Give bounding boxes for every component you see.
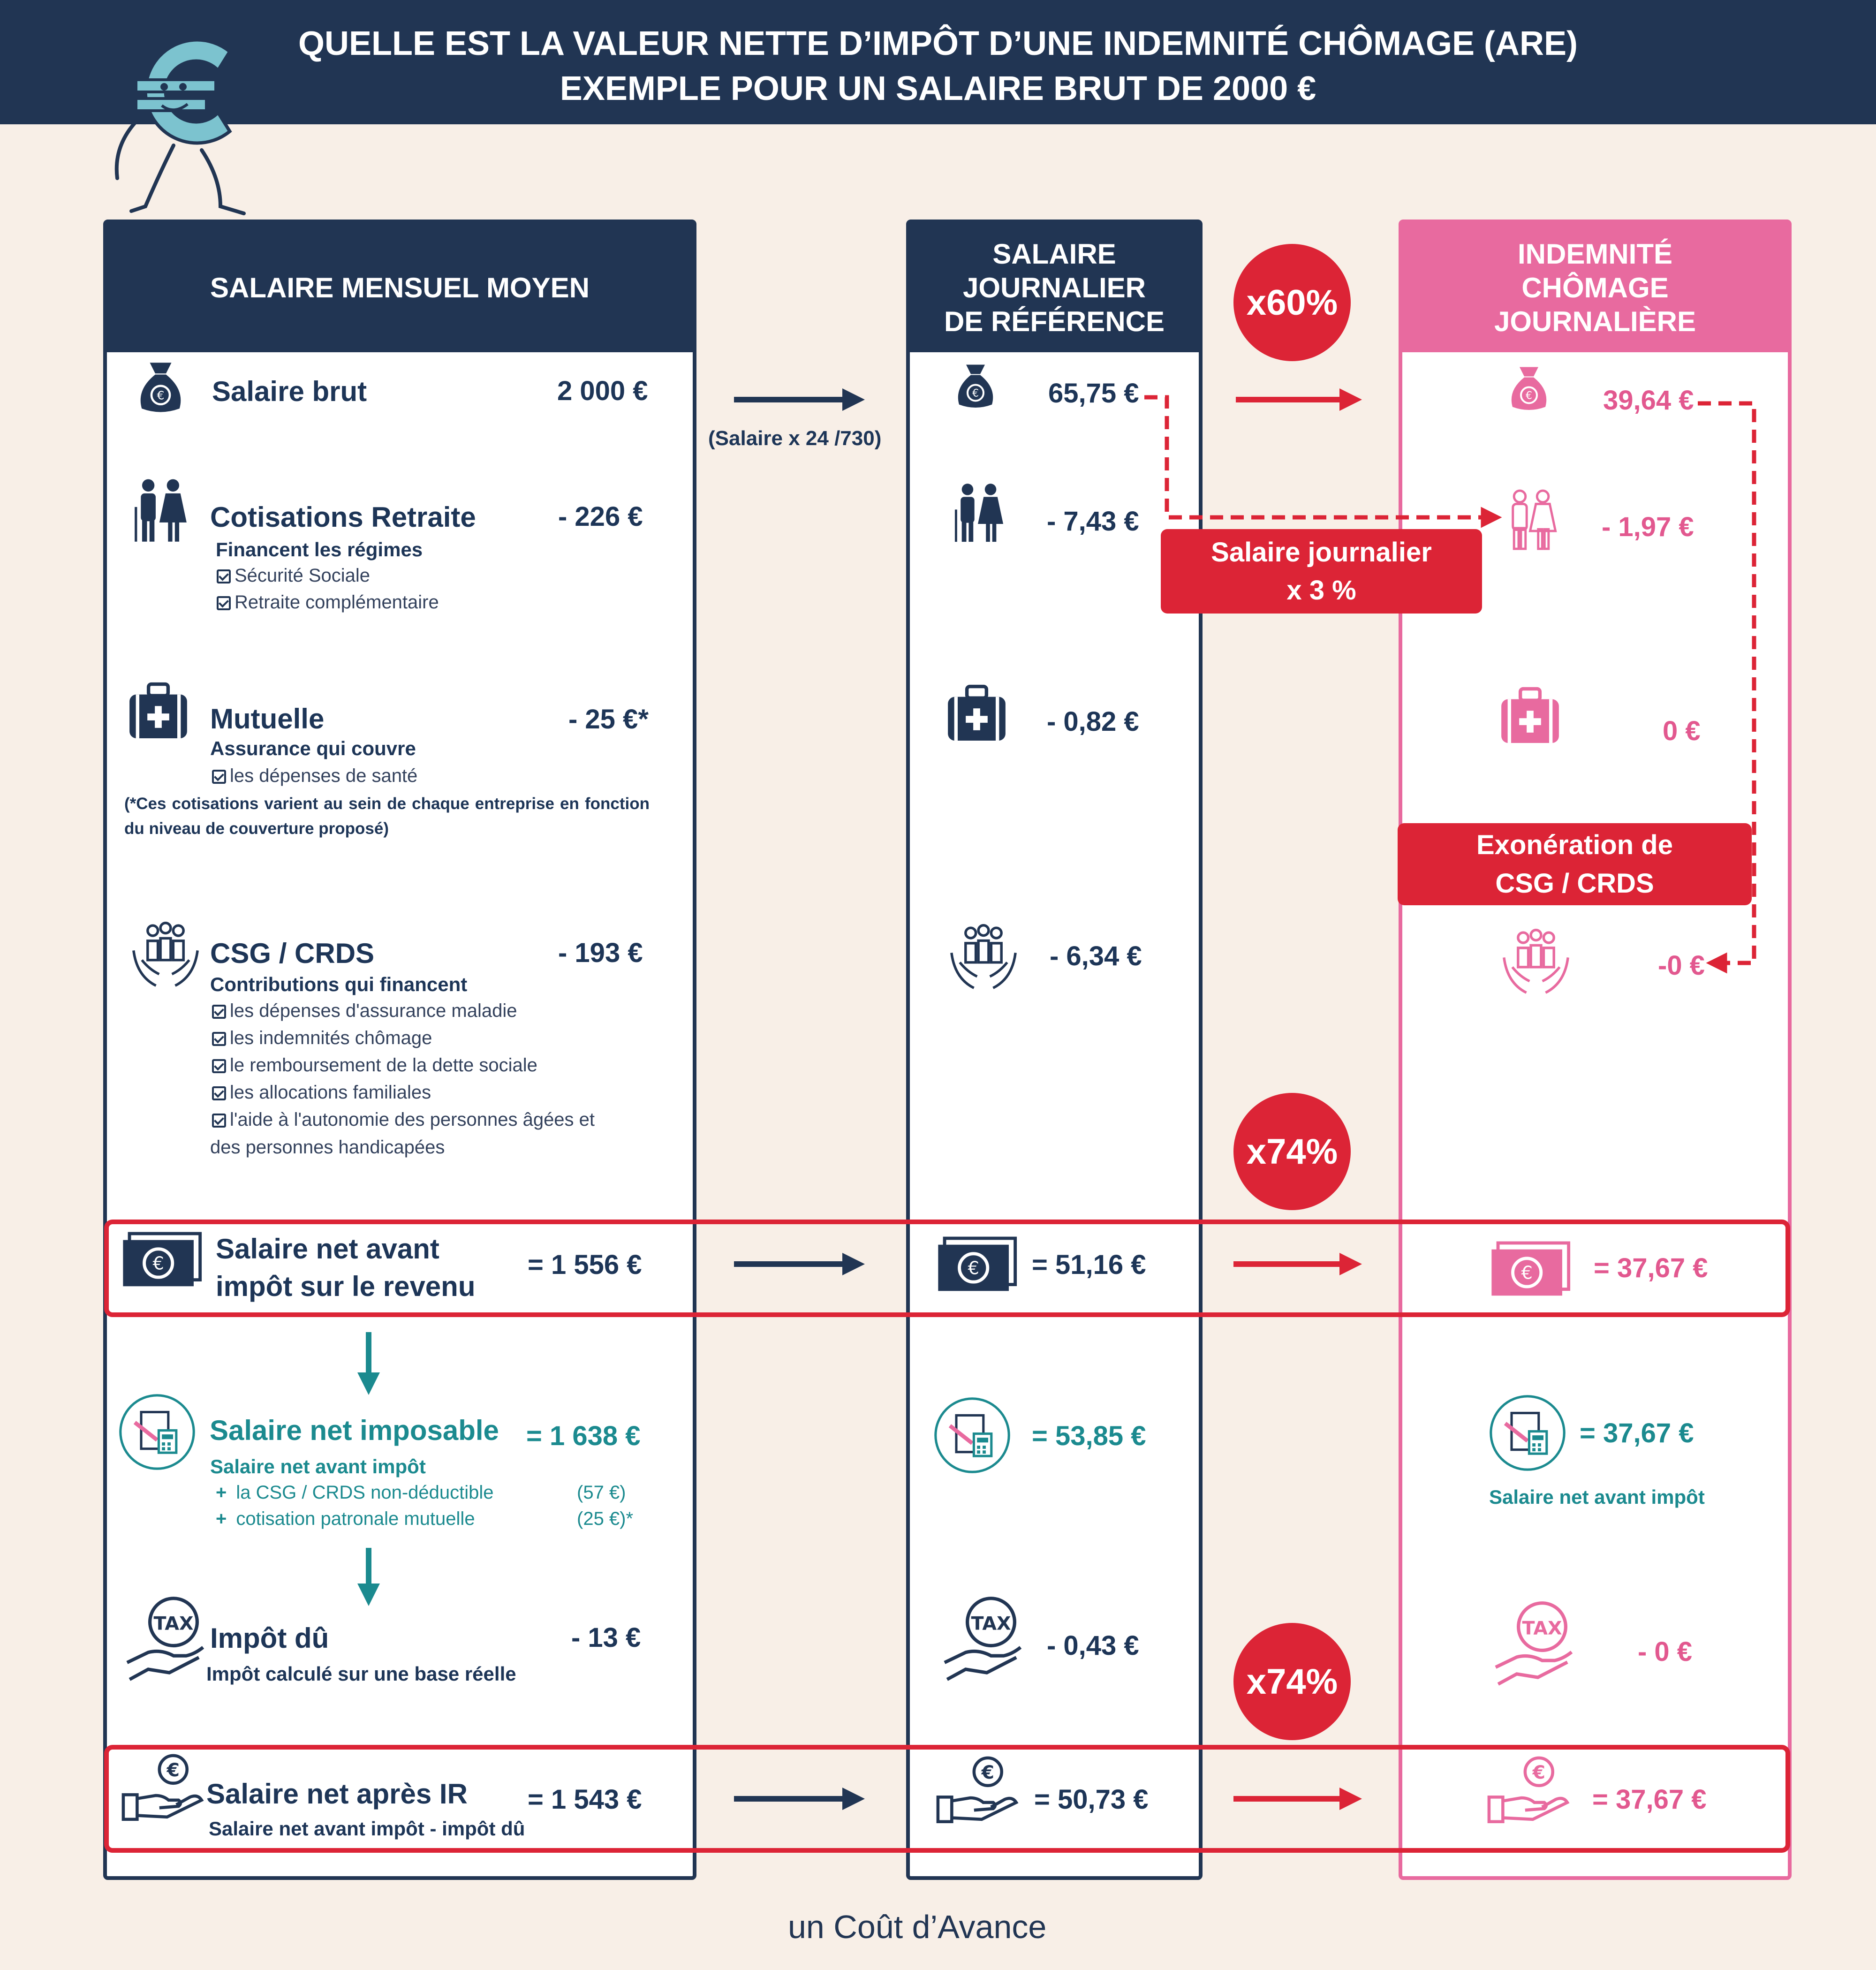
title-line-2: EXEMPLE POUR UN SALAIRE BRUT DE 2000 €	[560, 70, 1316, 107]
row-impot-chomage: - 0 €	[1638, 1637, 1693, 1667]
row-csg-item: le remboursement de la dette sociale	[212, 1055, 537, 1076]
multiplier-74-badge-2: x74%	[1233, 1623, 1351, 1740]
banknote-icon	[938, 1238, 1015, 1292]
row-imposable-subtitle: Salaire net avant impôt	[210, 1455, 426, 1478]
row-csg-label: CSG / CRDS	[210, 938, 375, 969]
row-csg-item: les dépenses d'assurance maladie	[212, 1000, 517, 1022]
row-mutuelle-monthly: - 25 €*	[568, 704, 649, 735]
svg-text:€: €	[981, 1762, 994, 1784]
row-csg-item: l'aide à l'autonomie des personnes âgées et	[212, 1109, 595, 1130]
tax-document-icon	[117, 1392, 197, 1472]
row-brut-label: Salaire brut	[212, 376, 367, 407]
row-net-apres-monthly: = 1 543 €	[528, 1784, 642, 1815]
row-net-avant-label-2: impôt sur le revenu	[216, 1271, 476, 1302]
monthly-column-header: SALAIRE MENSUEL MOYEN	[107, 223, 693, 352]
svg-text:€: €	[157, 388, 165, 402]
row-csg-item: les allocations familiales	[212, 1082, 431, 1103]
medical-kit-icon	[127, 682, 190, 741]
row-brut-monthly: 2 000 €	[557, 376, 648, 406]
row-retraite-item: Retraite complémentaire	[217, 592, 439, 613]
svg-text:€: €	[968, 1258, 979, 1279]
row-csg-item-continued: des personnes handicapées	[210, 1137, 445, 1158]
row-retraite-monthly: - 226 €	[558, 501, 643, 532]
row-retraite-item: Sécurité Sociale	[217, 565, 370, 586]
title-line-1: QUELLE EST LA VALEUR NETTE D’IMPÔT D’UNE INDEMNITÉ CHÔMAGE (ARE)	[298, 25, 1578, 62]
row-imposable-label: Salaire net imposable	[210, 1415, 499, 1446]
row-mutuelle-note: (*Ces cotisations varient au sein de chaque entreprise en fonction du niveau de couverture proposé)	[124, 795, 650, 838]
row-mutuelle-label: Mutuelle	[210, 703, 325, 735]
row-net-avant-label-1: Salaire net avant	[216, 1233, 439, 1265]
svg-text:TAX: TAX	[971, 1613, 1011, 1635]
money-bag-icon	[1505, 361, 1552, 415]
row-csg-monthly: - 193 €	[558, 938, 643, 968]
row-imposable-plus-item: + la CSG / CRDS non-déductible	[216, 1482, 494, 1503]
row-retraite-chomage: - 1,97 €	[1602, 512, 1694, 542]
svg-text:TAX: TAX	[1522, 1617, 1562, 1639]
row-impot-monthly: - 13 €	[571, 1622, 641, 1653]
elderly-couple-icon	[129, 476, 192, 544]
medical-kit-icon	[1498, 687, 1562, 746]
row-csg-chomage: -0 €	[1658, 950, 1705, 981]
row-impot-subtitle: Impôt calculé sur une base réelle	[206, 1663, 516, 1685]
row-csg-item: les indemnités chômage	[212, 1028, 432, 1049]
row-mutuelle-subtitle: Assurance qui couvre	[210, 737, 416, 759]
family-care-icon	[1501, 929, 1571, 999]
tax-hand-icon	[123, 1595, 207, 1684]
money-bag-icon	[134, 356, 188, 417]
svg-text:€: €	[152, 1253, 164, 1274]
row-imposable-plus-amount: (57 €)	[577, 1482, 626, 1503]
row-impot-label: Impôt dû	[210, 1622, 329, 1654]
multiplier-74-badge: x74%	[1233, 1093, 1351, 1210]
row-net-apres-subtitle: Salaire net avant impôt - impôt dû	[209, 1818, 525, 1840]
row-csg-daily: - 6,34 €	[1050, 941, 1142, 971]
row-imposable-plus-amount: (25 €)*	[577, 1508, 634, 1529]
daily-reference-header: SALAIRE JOURNALIER DE RÉFÉRENCE	[910, 223, 1199, 352]
tax-document-icon	[932, 1395, 1012, 1475]
conversion-note: (Salaire x 24 /730)	[708, 427, 882, 450]
money-bag-icon	[952, 359, 999, 413]
row-csg-subtitle: Contributions qui financent	[210, 973, 468, 995]
row-net-apres-label: Salaire net après IR	[206, 1778, 468, 1810]
svg-text:€: €	[1532, 1762, 1545, 1784]
row-mutuelle-daily: - 0,82 €	[1047, 706, 1139, 737]
hand-coin-icon	[121, 1752, 205, 1822]
row-imposable-chomage-sub: Salaire net avant impôt	[1489, 1486, 1705, 1508]
svg-text:€: €	[1521, 1262, 1533, 1284]
daily-salary-callout: Salaire journalier x 3 %	[1161, 529, 1482, 614]
multiplier-60-badge: x60%	[1233, 244, 1351, 361]
row-retraite-daily: - 7,43 €	[1047, 506, 1139, 537]
banknote-icon	[123, 1234, 200, 1288]
svg-text:€: €	[1526, 390, 1532, 402]
medical-kit-icon	[945, 685, 1008, 743]
row-net-apres-chomage: = 37,67 €	[1592, 1784, 1707, 1815]
svg-text:TAX: TAX	[153, 1613, 194, 1635]
row-mutuelle-chomage: 0 €	[1663, 716, 1701, 746]
row-net-avant-monthly: = 1 556 €	[528, 1250, 642, 1280]
row-retraite-label: Cotisations Retraite	[210, 501, 476, 533]
row-mutuelle-item: les dépenses de santé	[212, 765, 417, 787]
row-imposable-chomage: = 37,67 €	[1580, 1418, 1694, 1448]
footer-brand: un Coût d’Avance	[788, 1909, 1047, 1945]
row-imposable-plus-item: + cotisation patronale mutuelle	[216, 1508, 475, 1529]
csg-exemption-callout: Exonération de CSG / CRDS	[1398, 823, 1752, 905]
tax-hand-icon	[940, 1595, 1025, 1684]
row-brut-chomage: 39,64 €	[1603, 385, 1694, 416]
tax-hand-icon	[1491, 1599, 1576, 1689]
row-imposable-daily: = 53,85 €	[1032, 1421, 1146, 1451]
family-care-icon	[948, 924, 1019, 994]
hand-coin-icon	[1487, 1754, 1571, 1825]
elderly-couple-icon	[950, 481, 1008, 544]
row-net-avant-chomage: = 37,67 €	[1594, 1253, 1708, 1283]
row-imposable-monthly: = 1 638 €	[526, 1421, 641, 1451]
family-care-icon	[130, 922, 201, 992]
unemployment-header: INDEMNITÉ CHÔMAGE JOURNALIÈRE	[1402, 223, 1788, 352]
row-retraite-subtitle: Financent les régimes	[216, 538, 423, 561]
row-brut-daily: 65,75 €	[1048, 378, 1139, 409]
banknote-icon	[1491, 1243, 1569, 1297]
row-net-apres-daily: = 50,73 €	[1034, 1784, 1149, 1815]
elderly-couple-icon	[1501, 488, 1562, 551]
row-net-avant-daily: = 51,16 €	[1032, 1250, 1146, 1280]
svg-text:€: €	[972, 387, 979, 400]
row-impot-daily: - 0,43 €	[1047, 1630, 1139, 1661]
tax-document-icon	[1488, 1393, 1567, 1473]
svg-text:€: €	[166, 1760, 180, 1781]
hand-coin-icon	[936, 1754, 1020, 1825]
